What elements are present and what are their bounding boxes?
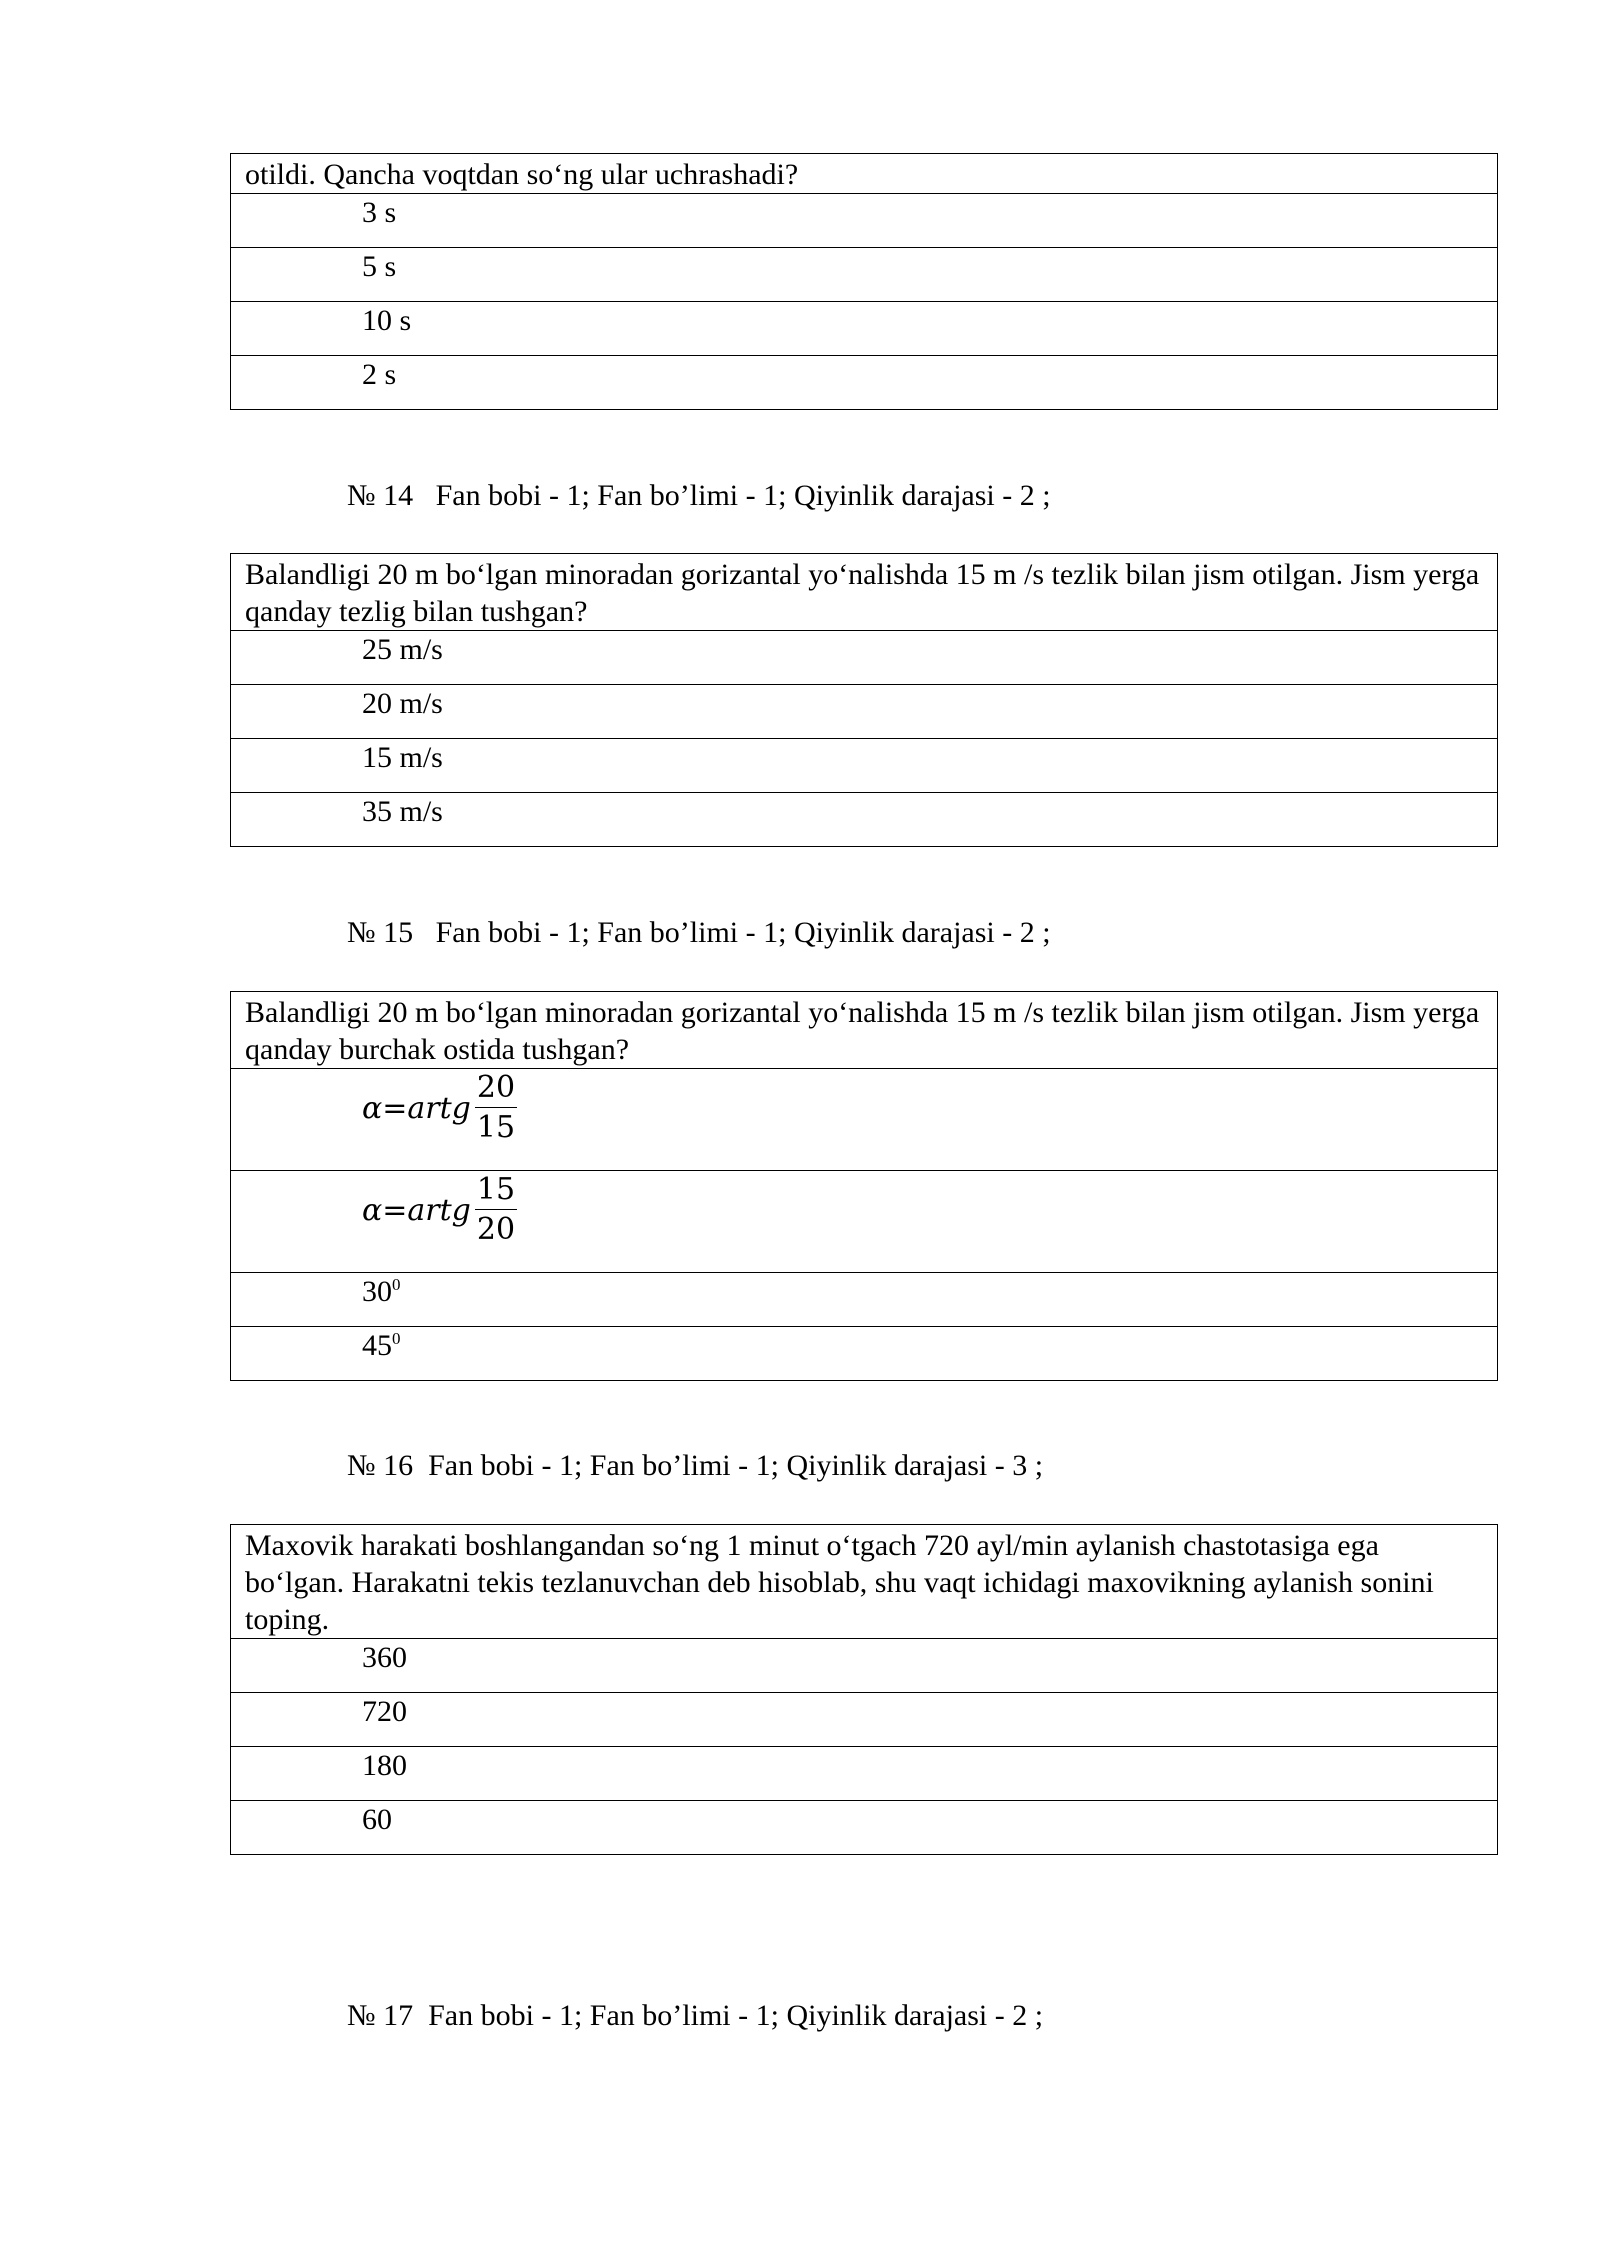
question-heading-15: № 15 Fan bobi - 1; Fan bo’limi - 1; Qiyinlik darajasi - 2 ; [347,916,1051,949]
question-text: otildi. Qancha voqtdan so‘ng ular uchrashadi? [231,154,1498,194]
fraction: $\frac{15}{20}$ [476,1172,516,1247]
formula: α=artg $\frac{20}{15}$ [362,1069,517,1148]
question-text: Maxovik harakati boshlangandan so‘ng 1 minut o‘tgach 720 ayl/min aylanish chastotasiga ega bo‘lgan. Harakatni tekis tezlanuvchan deb hisoblab, shu vaqt ichidagi maxovikning aylanish sonini toping. [231,1525,1498,1639]
fraction: $\frac{20}{15}$ [476,1070,516,1145]
question-table-15 [230,991,1498,1381]
answer-option: 2 s [231,356,1498,410]
answer-option: 35 m/s [231,793,1498,847]
question-text: Balandligi 20 m bo‘lgan minoradan gorizantal yo‘nalishda 15 m /s tezlik bilan jism otilgan. Jism yerga qanday tezlig bilan tushgan? [231,554,1498,631]
question-table-14 [230,553,1498,847]
answer-option: 25 m/s [231,631,1498,685]
answer-option: 5 s [231,248,1498,302]
answer-option: 10 s [231,302,1498,356]
answer-option: $30^0$ [231,1273,1498,1327]
answer-option: 60 [231,1801,1498,1855]
answer-option: $45^0$ [231,1327,1498,1381]
answer-option: 15 m/s [231,739,1498,793]
answer-option [231,1069,1498,1171]
question-heading-16: № 16 Fan bobi - 1; Fan bo’limi - 1; Qiyinlik darajasi - 3 ; [347,1449,1044,1482]
answer-option [231,1171,1498,1273]
question-text: Balandligi 20 m bo‘lgan minoradan gorizantal yo‘nalishda 15 m /s tezlik bilan jism otilgan. Jism yerga qanday burchak ostida tushgan? [231,992,1498,1069]
answer-option: 20 m/s [231,685,1498,739]
answer-option: 180 [231,1747,1498,1801]
question-heading-14: № 14 Fan bobi - 1; Fan bo’limi - 1; Qiyinlik darajasi - 2 ; [347,479,1051,512]
question-table-13 [230,153,1498,410]
formula: α=artg $\frac{15}{20}$ [362,1171,517,1250]
question-heading-17: № 17 Fan bobi - 1; Fan bo’limi - 1; Qiyinlik darajasi - 2 ; [347,1999,1044,2032]
question-table-16 [230,1524,1498,1855]
answer-option: 360 [231,1639,1498,1693]
answer-option: 720 [231,1693,1498,1747]
answer-option: 3 s [231,194,1498,248]
